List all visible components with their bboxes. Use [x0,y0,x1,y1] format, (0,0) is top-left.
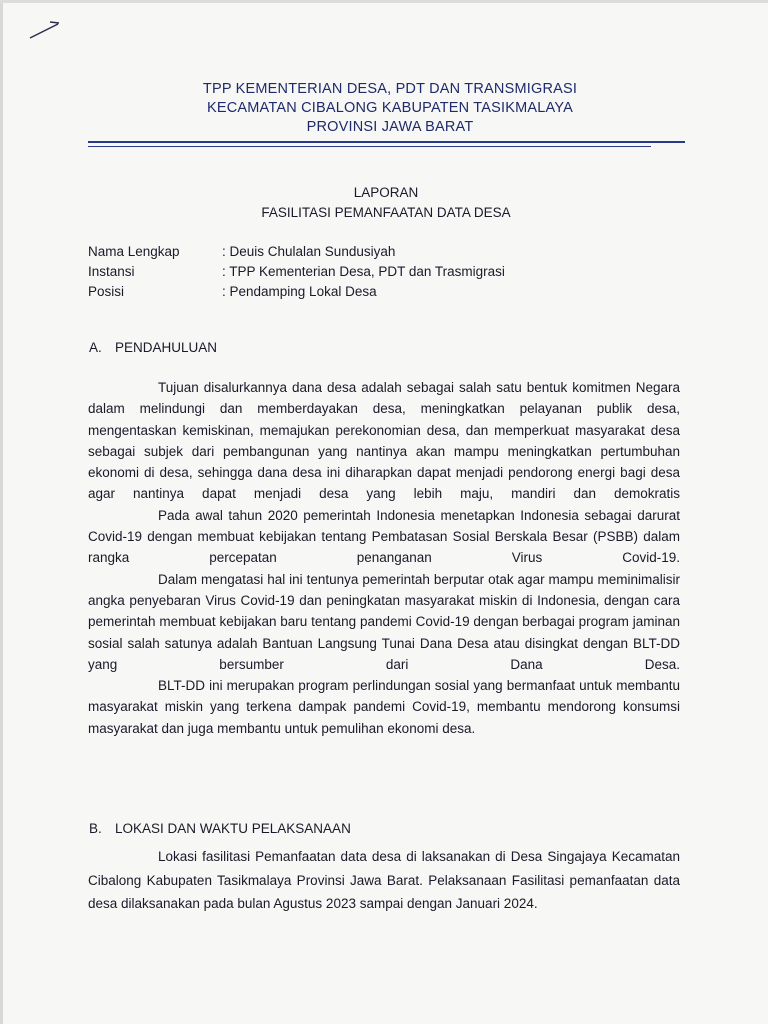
letterhead-rule-thin [88,146,651,147]
section-b-title: LOKASI DAN WAKTU PELAKSANAAN [115,821,351,836]
letterhead-line-1: TPP KEMENTERIAN DESA, PDT DAN TRANSMIGRASI [202,81,578,97]
identity-label: Nama Lengkap [88,244,180,259]
paragraph: Pada awal tahun 2020 pemerintah Indonesia menetapkan Indonesia sebagai darurat Covid-19 dengan membuat kebijakan tentang Pembatasan Sosial Berskala Besar (PSBB) dalam rangka percepatan penanganan Virus Covid-19. [88,507,680,566]
section-a-body [88,377,680,739]
report-subtitle: FASILITASI PEMANFAATAN DATA DESA [261,205,511,220]
section-a-number: A. [89,340,102,355]
identity-value: : Pendamping Lokal Desa [222,284,377,299]
section-a-title: PENDAHULUAN [115,340,218,355]
identity-value: : Deuis Chulalan Sundusiyah [222,244,396,259]
section-b-body [88,845,680,916]
paragraph: Lokasi fasilitasi Pemanfaatan data desa di laksanakan di Desa Singajaya Kecamatan Cibalong Kabupaten Tasikmalaya Provinsi Jawa Barat. Pelaksanaan Fasilitasi pemanfaatan data desa dilaksanakan pada bulan Agustus 2023 sampai dengan Januari 2024. [88,849,680,912]
paragraph: Tujuan disalurkannya dana desa adalah sebagai salah satu bentuk komitmen Negara dalam melindungi dan memberdayakan desa, meningkatkan pelayanan publik desa, mengentaskan kemiskinan, memajukan perekonomian desa, dan memperkuat masyarakat desa sebagai subjek dari pembangunan yang nantinya akan mampu meningkatkan pertumbuhan ekonomi di desa, sehingga dana desa ini diharapkan dapat menjadi pendorong energi bagi desa agar nantinya dapat menjadi desa yang lebih maju, mandiri dan demokratis [88,380,680,502]
letterhead-line-3: PROVINSI JAWA BARAT [306,119,474,135]
scan-edge [0,0,3,1024]
report-title-block [90,183,682,223]
paragraph: Dalam mengatasi hal ini tentunya pemerintah berputar otak agar mampu meminimalisir angka penyebaran Virus Covid-19 dan peningkatan masyarakat miskin di Indonesia, dengan cara pemerintah membuat kebijakan baru tentang pandemi Covid-19 dengan berbagai program jaminan sosial salah satunya adalah Bantuan Langsung Tunai Dana Desa atau disingkat dengan BLT-DD yang bersumber dari Dana Desa. [88,571,680,672]
paragraph: BLT-DD ini merupakan program perlindungan sosial yang bermanfaat untuk membantu masyarakat miskin yang terkena dampak pandemi Covid-19, membantu mendorong konsumsi masyarakat dan juga membantu untuk pemulihan ekonomi desa. [88,678,680,736]
letterhead-rule-thick [88,141,685,143]
scan-top-edge [0,0,768,3]
letterhead [90,80,690,137]
section-b-number: B. [89,821,102,836]
identity-label: Posisi [88,284,125,299]
identity-label: Instansi [88,264,135,279]
identity-value: : TPP Kementerian Desa, PDT dan Trasmigrasi [222,264,505,279]
section-b-heading [89,821,351,836]
section-a-heading [89,340,217,355]
pen-stroke-mark [28,18,64,40]
letterhead-line-2: KECAMATAN CIBALONG KABUPATEN TASIKMALAYA [206,100,574,116]
report-title: LAPORAN [353,185,419,200]
